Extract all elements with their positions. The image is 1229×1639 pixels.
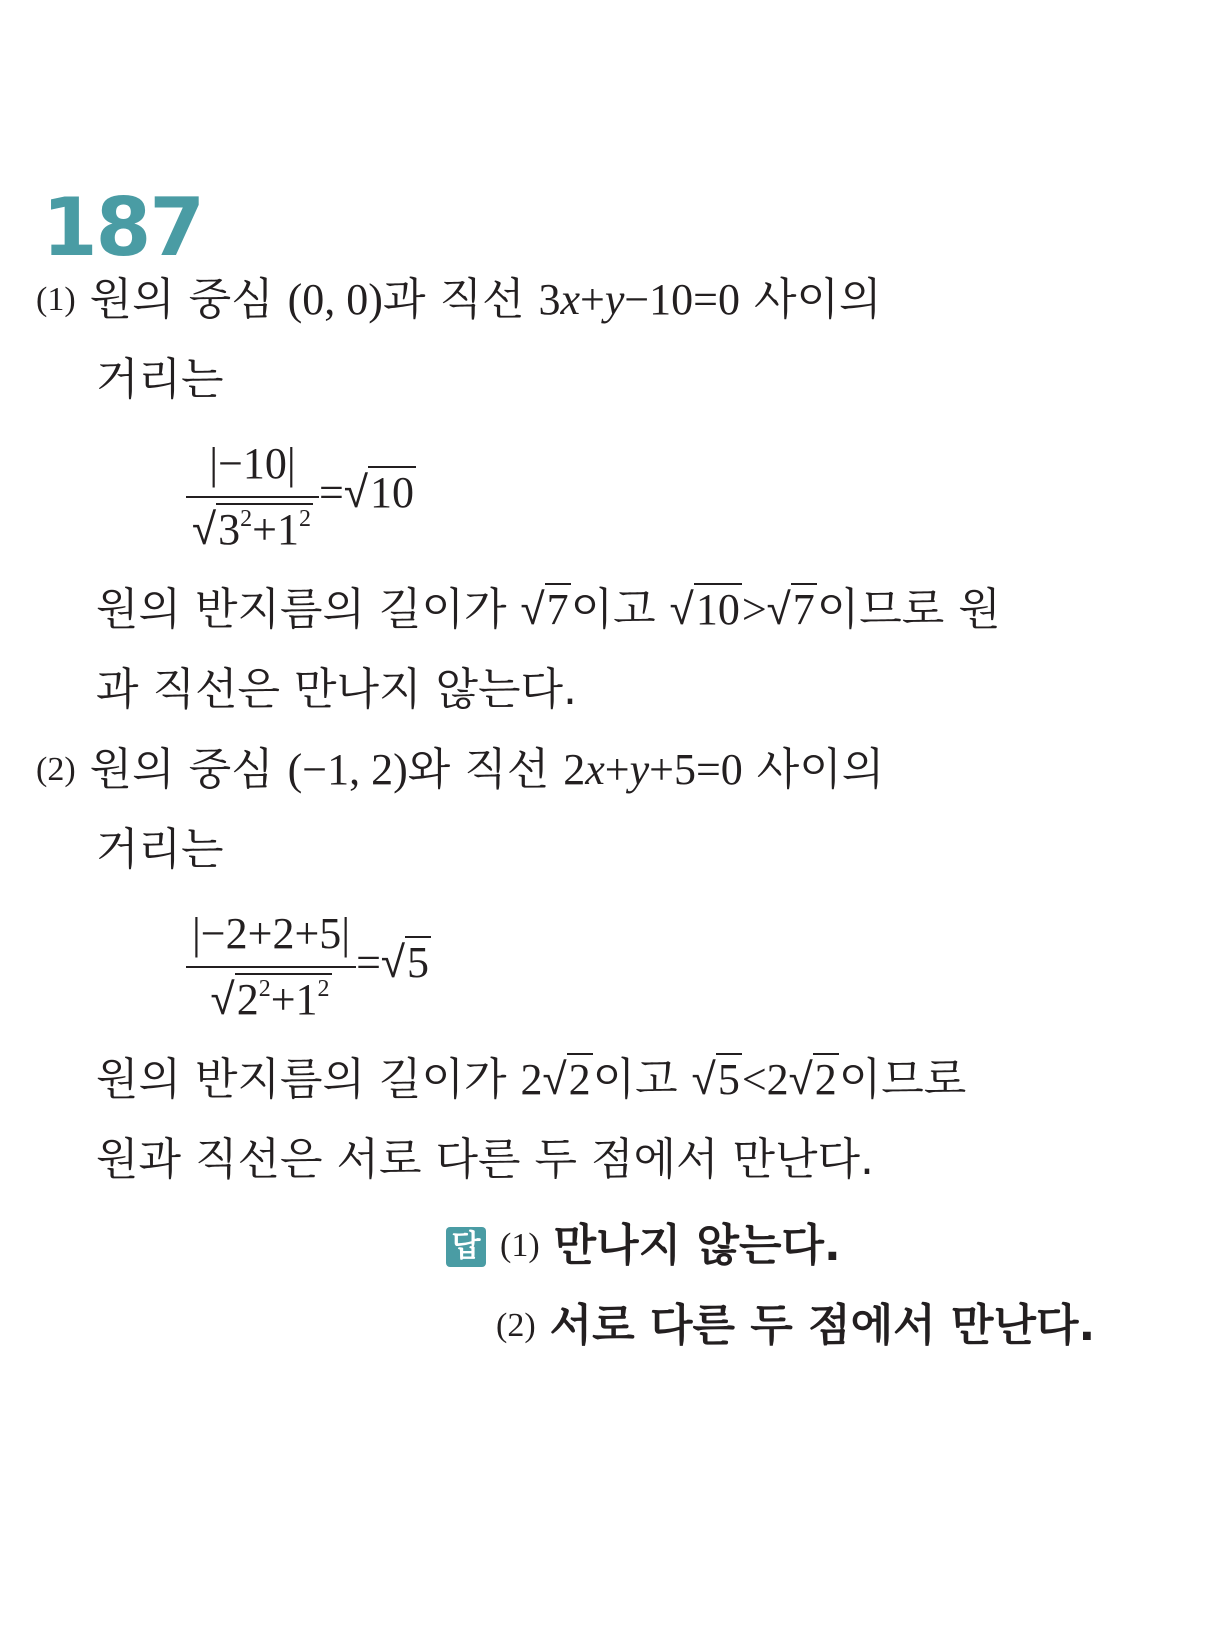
sqrt-radius: √7 <box>520 584 569 635</box>
sqrt-cmp-right: √7 <box>766 584 815 635</box>
text: 이므로 <box>838 1054 967 1105</box>
answer2-marker: (2) <box>496 1307 536 1344</box>
answer-badge: 답 <box>446 1227 486 1267</box>
answer1-text: 만나지 않는다. <box>553 1220 841 1271</box>
part2-formula <box>186 906 431 1028</box>
sqrt-result: √10 <box>343 467 414 519</box>
sqrt-cmp-left: √5 <box>691 1054 740 1105</box>
part2-line1 <box>36 742 884 798</box>
problem-number: 187 <box>42 181 203 274</box>
eq-rest: −10=0 <box>624 275 740 324</box>
coef: 3 <box>538 275 561 324</box>
answer-row-1 <box>446 1218 841 1274</box>
part2-line3 <box>96 1052 966 1108</box>
equals: = <box>356 938 381 988</box>
answer2-text: 서로 다른 두 점에서 만난다. <box>549 1300 1096 1351</box>
part1-formula <box>186 436 416 558</box>
var-x: x <box>585 745 605 794</box>
denominator <box>186 498 319 558</box>
op: + <box>579 275 605 324</box>
line-equation <box>563 745 743 794</box>
answer1-marker: (1) <box>500 1227 540 1264</box>
part1-line2: 거리는 <box>96 354 224 405</box>
text: 사이의 <box>739 274 882 325</box>
text: 이고 <box>592 1054 692 1105</box>
radius-coef: 2 <box>520 1055 543 1104</box>
eq-rest: +5=0 <box>649 745 743 794</box>
part1-marker: (1) <box>36 281 76 318</box>
sqrt-radius: √2 <box>542 1054 591 1105</box>
var-y: y <box>629 745 650 794</box>
part1-line1 <box>36 272 881 328</box>
coef: 2 <box>563 745 586 794</box>
line-equation <box>538 275 740 324</box>
sqrt: $√3^2+1^2$ <box>192 504 311 555</box>
text: 이므로 원 <box>816 584 1001 635</box>
text: 과 직선 <box>382 274 539 325</box>
distance-fraction <box>186 436 319 558</box>
denominator <box>186 968 356 1028</box>
text: 원의 반지름의 길이가 <box>96 1054 521 1105</box>
part2-line4: 원과 직선은 서로 다른 두 점에서 만난다. <box>96 1134 874 1185</box>
text: 사이의 <box>742 744 885 795</box>
numerator: |−2+2+5| <box>186 906 356 968</box>
text: 원의 중심 <box>89 274 288 325</box>
sqrt-cmp-left: √10 <box>669 584 740 635</box>
text: 원의 반지름의 길이가 <box>96 584 521 635</box>
cmp-coef: 2 <box>766 1055 789 1104</box>
part2-line2: 거리는 <box>96 824 224 875</box>
equals: = <box>318 468 344 518</box>
center-point: (0, 0) <box>287 275 383 324</box>
var-x: x <box>560 275 580 324</box>
part1-line3 <box>96 582 1001 638</box>
distance-fraction <box>186 906 356 1028</box>
sqrt-cmp-right: √2 <box>788 1054 837 1105</box>
op: + <box>604 745 630 794</box>
text: 원의 중심 <box>89 744 288 795</box>
compare-op: > <box>741 585 767 634</box>
var-y: y <box>604 275 625 324</box>
sqrt-result: √5 <box>380 937 430 989</box>
sqrt: $√2^2+1^2$ <box>210 974 330 1025</box>
part1-line4: 과 직선은 만나지 않는다. <box>96 664 577 715</box>
numerator: |−10| <box>186 436 319 498</box>
text: 와 직선 <box>407 744 564 795</box>
text: 이고 <box>570 584 670 635</box>
answer-row-2 <box>496 1298 1095 1354</box>
center-point: (−1, 2) <box>287 745 408 794</box>
compare-op: < <box>741 1055 767 1104</box>
part2-marker: (2) <box>36 751 76 788</box>
